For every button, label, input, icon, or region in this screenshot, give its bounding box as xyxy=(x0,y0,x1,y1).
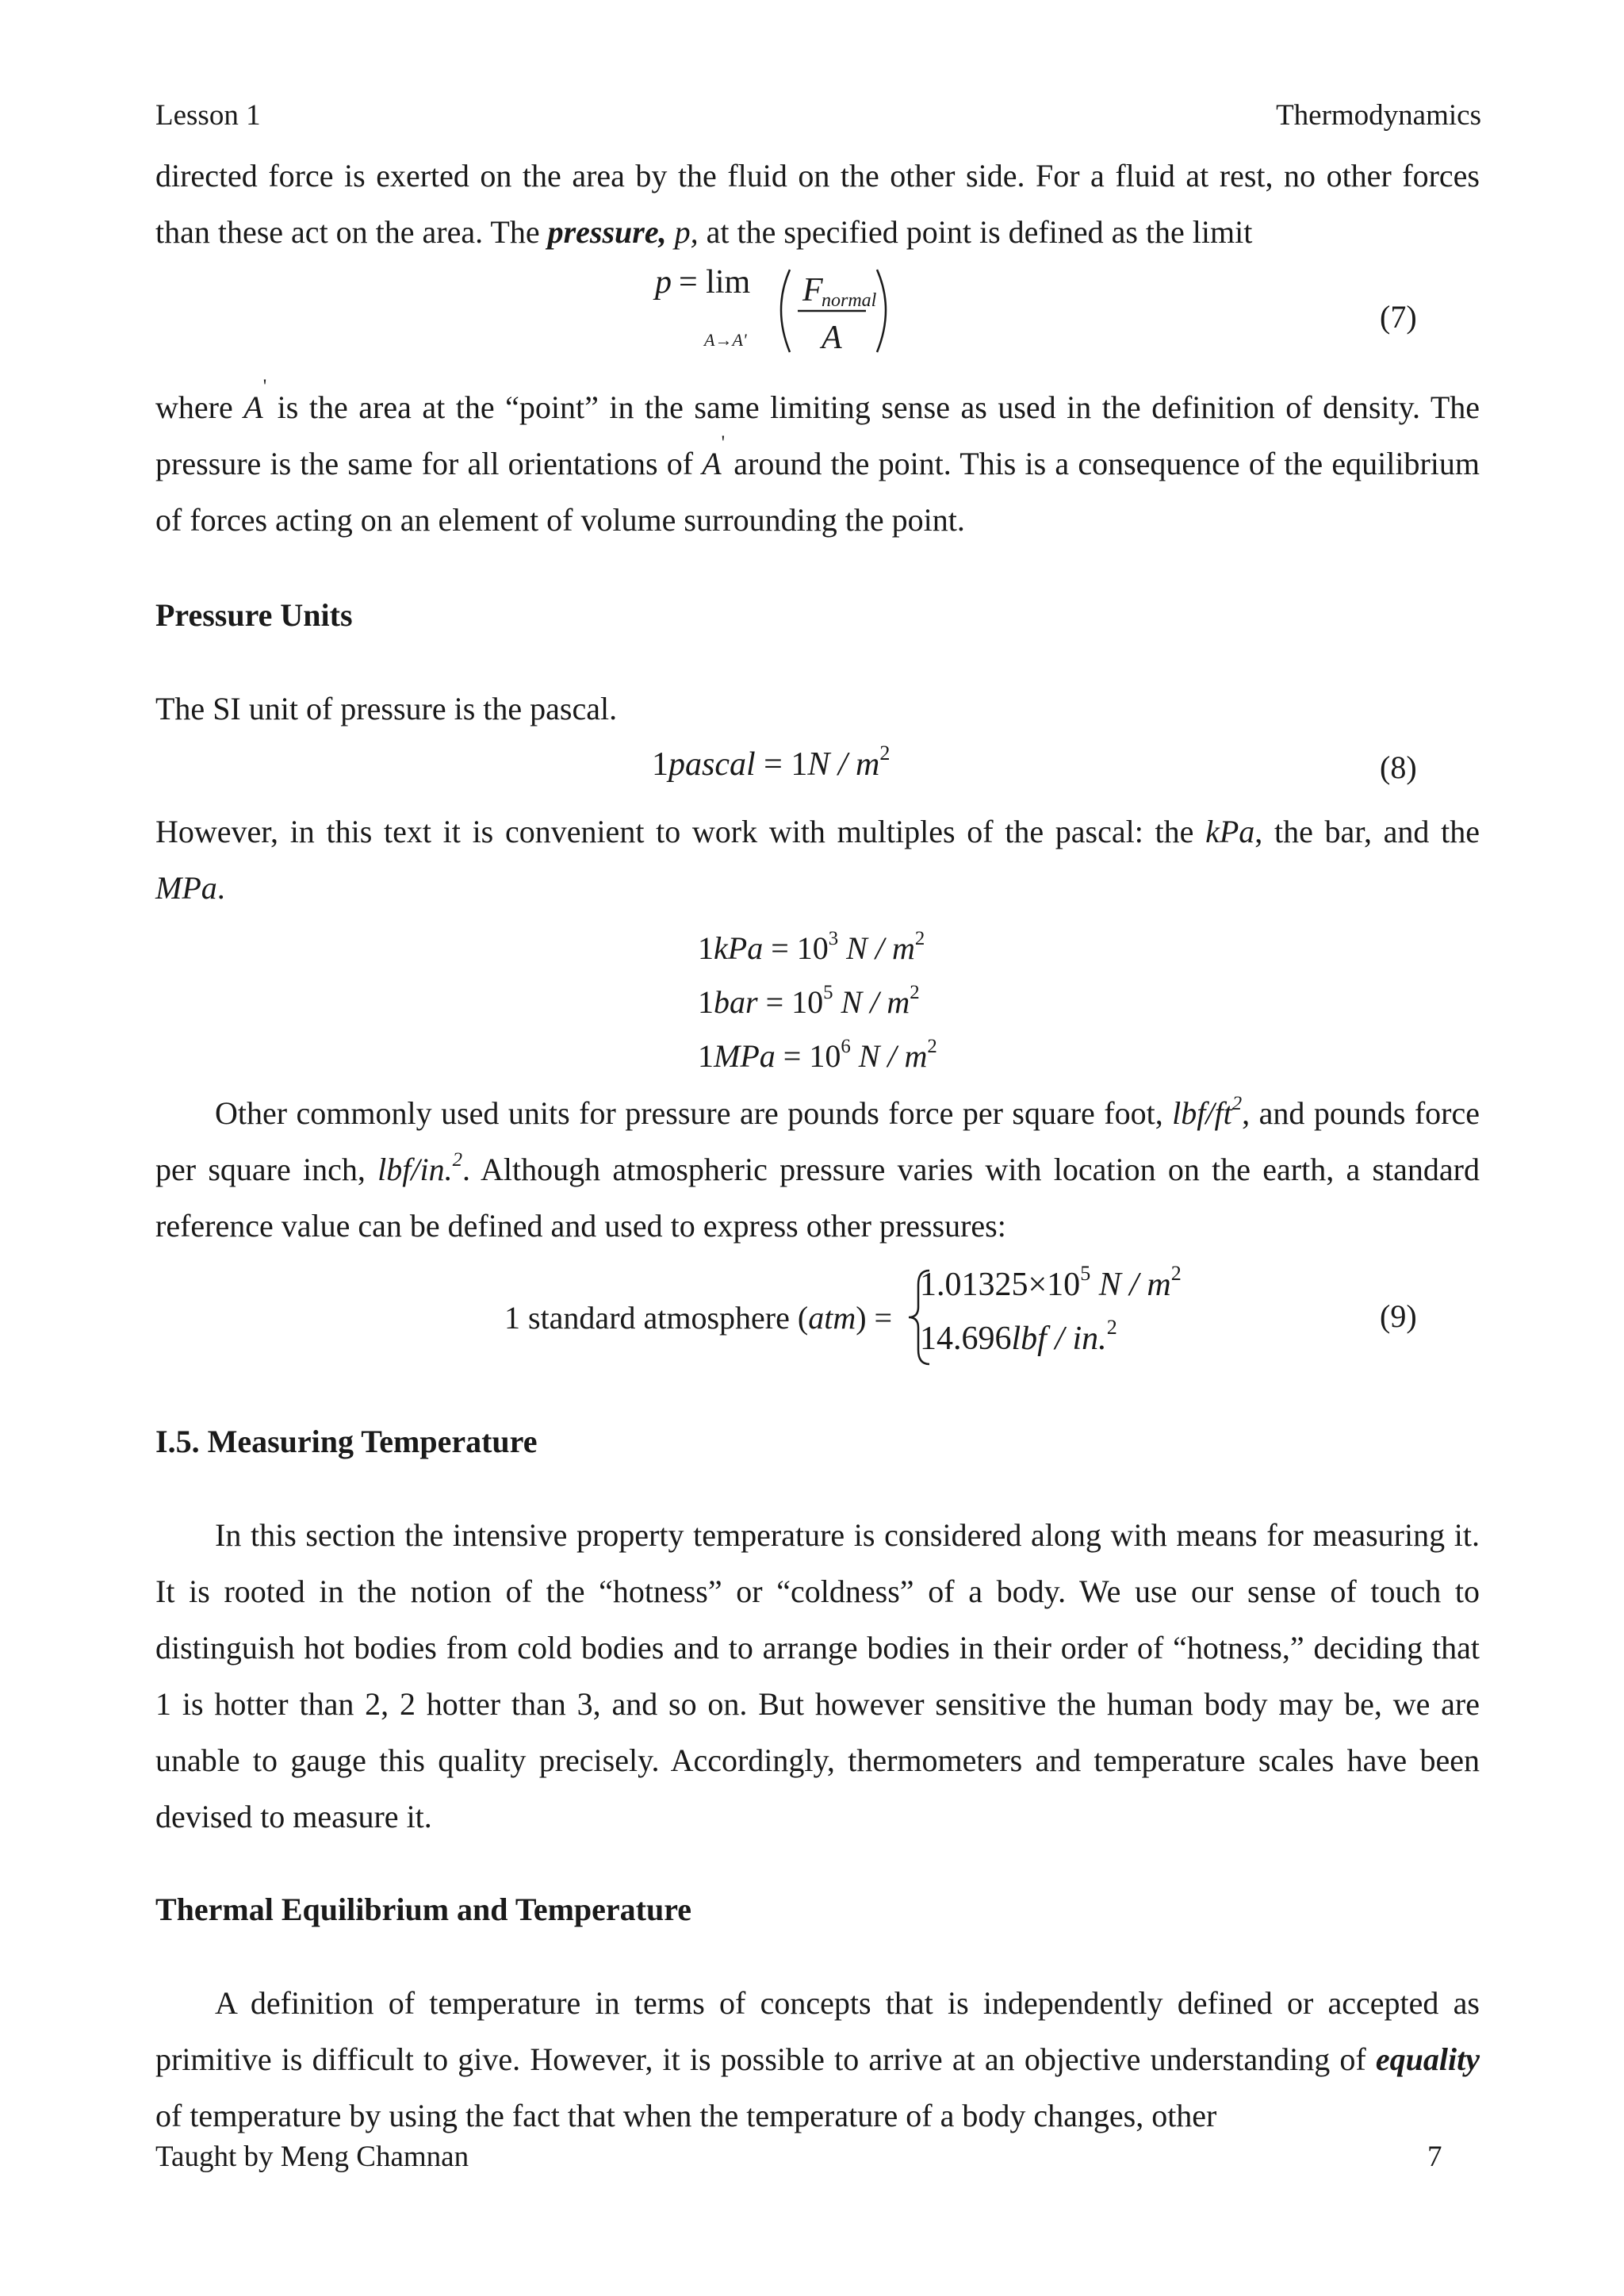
equation-7 xyxy=(655,254,909,365)
eq7-lim: = lim xyxy=(679,264,751,301)
eq8-number: (8) xyxy=(1380,749,1417,785)
header-subject: Thermodynamics xyxy=(1276,99,1481,132)
footer-author: Taught by Meng Chamnan xyxy=(155,2141,469,2173)
unit-kpa: kPa xyxy=(1205,814,1255,849)
eq9-si-value: $1.01325\times 10^5$ N / $m^2$ xyxy=(920,1262,1182,1303)
var-a-prime: A' xyxy=(702,432,726,481)
unit-conversion-mpa: $1MPa = 10^6$ N / $m^2$ xyxy=(698,1035,937,1074)
header-lesson: Lesson 1 xyxy=(155,99,261,132)
text-line: directed force is exerted on the area by the fluid on the other side. For a fluid at rest, no other forces xyxy=(155,158,1480,194)
paragraph-pressure-definition xyxy=(155,376,1480,548)
unit-mpa: MPa xyxy=(155,870,217,906)
text-line: at the specified point is defined as the limit xyxy=(698,214,1253,250)
equation-8: 1pascal = $1N / m^2$ xyxy=(652,742,891,783)
term-pressure: pressure, xyxy=(547,214,667,250)
eq9-number: (9) xyxy=(1380,1298,1417,1334)
paragraph-temperature-definition: A definition of temperature in terms of concepts that is independently defined or accepted as primitive is difficult to give. However, it is possible to arrive at an objective understanding of equality of temperature by using the fact that when the temperature of a body changes, other xyxy=(155,1985,1480,2133)
unit-conversion-kpa: $1kPa = 10^3$ N / $m^2$ xyxy=(698,927,925,966)
term-equality: equality xyxy=(1375,2041,1480,2077)
eq9-imperial-value: 14.696lbf / in.$^2$ xyxy=(920,1316,1117,1357)
paragraph-si-unit: The SI unit of pressure is the pascal. xyxy=(155,691,618,726)
text-line: than these act on the area. The xyxy=(155,214,548,250)
paragraph-pressure-intro xyxy=(155,148,1480,260)
text: where xyxy=(155,389,244,425)
eq7-denominator: A xyxy=(822,320,842,356)
text: is the area at the “point” in the same limiting sense as used in the definition of density. The pressure is the same for all orientations of xyxy=(155,389,1480,481)
paragraph-multiples: However, in this text it is convenient to work with multiples of the pascal: the kPa, the bar, and the MPa. xyxy=(155,814,1480,906)
text: around the point. This is a consequence of the equilibrium of forces acting on an element of volume surrounding the point. xyxy=(155,446,1480,538)
heading-measuring-temperature: I.5. Measuring Temperature xyxy=(155,1424,538,1459)
eq7-numerator-subscript: normal xyxy=(822,290,877,311)
eq7-numerator: F xyxy=(802,272,823,309)
unit-lbf-ft2: lbf/$ft^2$ xyxy=(1172,1092,1243,1131)
heading-pressure-units: Pressure Units xyxy=(155,597,353,633)
equation-9 xyxy=(504,1262,1202,1369)
paragraph-other-units: Other commonly used units for pressure are pounds force per square foot, lbf/$ft^2$, and pounds force per square inch, lbf/in.$^2$. Although atmospheric pressure varies with location on the earth, a standard reference value can be defined and used to express other pressures: xyxy=(155,1092,1480,1244)
eq7-limit-subscript: A→A' xyxy=(704,330,747,350)
var-p: p, xyxy=(666,214,699,250)
eq7-p: p xyxy=(655,264,672,301)
paragraph-temperature-intro: In this section the intensive property temperature is considered along with means for measuring it. It is rooted in the notion of the “hotness” or “coldness” of a body. We use our sense of touch to distinguish hot bodies from cold bodies and to arrange bodies in their order of “hotness,” deciding that 1 is hotter than 2, 2 hotter than 3, and so on. But however sensitive the human body may be, we are unable to gauge this quality precisely. Accordingly, thermometers and temperature scales have been devised to measure it. xyxy=(155,1517,1480,1834)
eq9-lhs: 1 standard atmosphere (atm) = xyxy=(504,1300,893,1336)
unit-conversions xyxy=(698,922,937,1083)
eq7-number: (7) xyxy=(1380,299,1417,335)
var-a-prime: A' xyxy=(243,376,267,425)
heading-thermal-equilibrium: Thermal Equilibrium and Temperature xyxy=(155,1892,692,1927)
unit-lbf-in2: lbf/in.$^2$ xyxy=(377,1148,462,1187)
unit-conversion-bar: $1bar = 10^5$ N / $m^2$ xyxy=(698,981,920,1020)
page-number: 7 xyxy=(1427,2141,1442,2173)
